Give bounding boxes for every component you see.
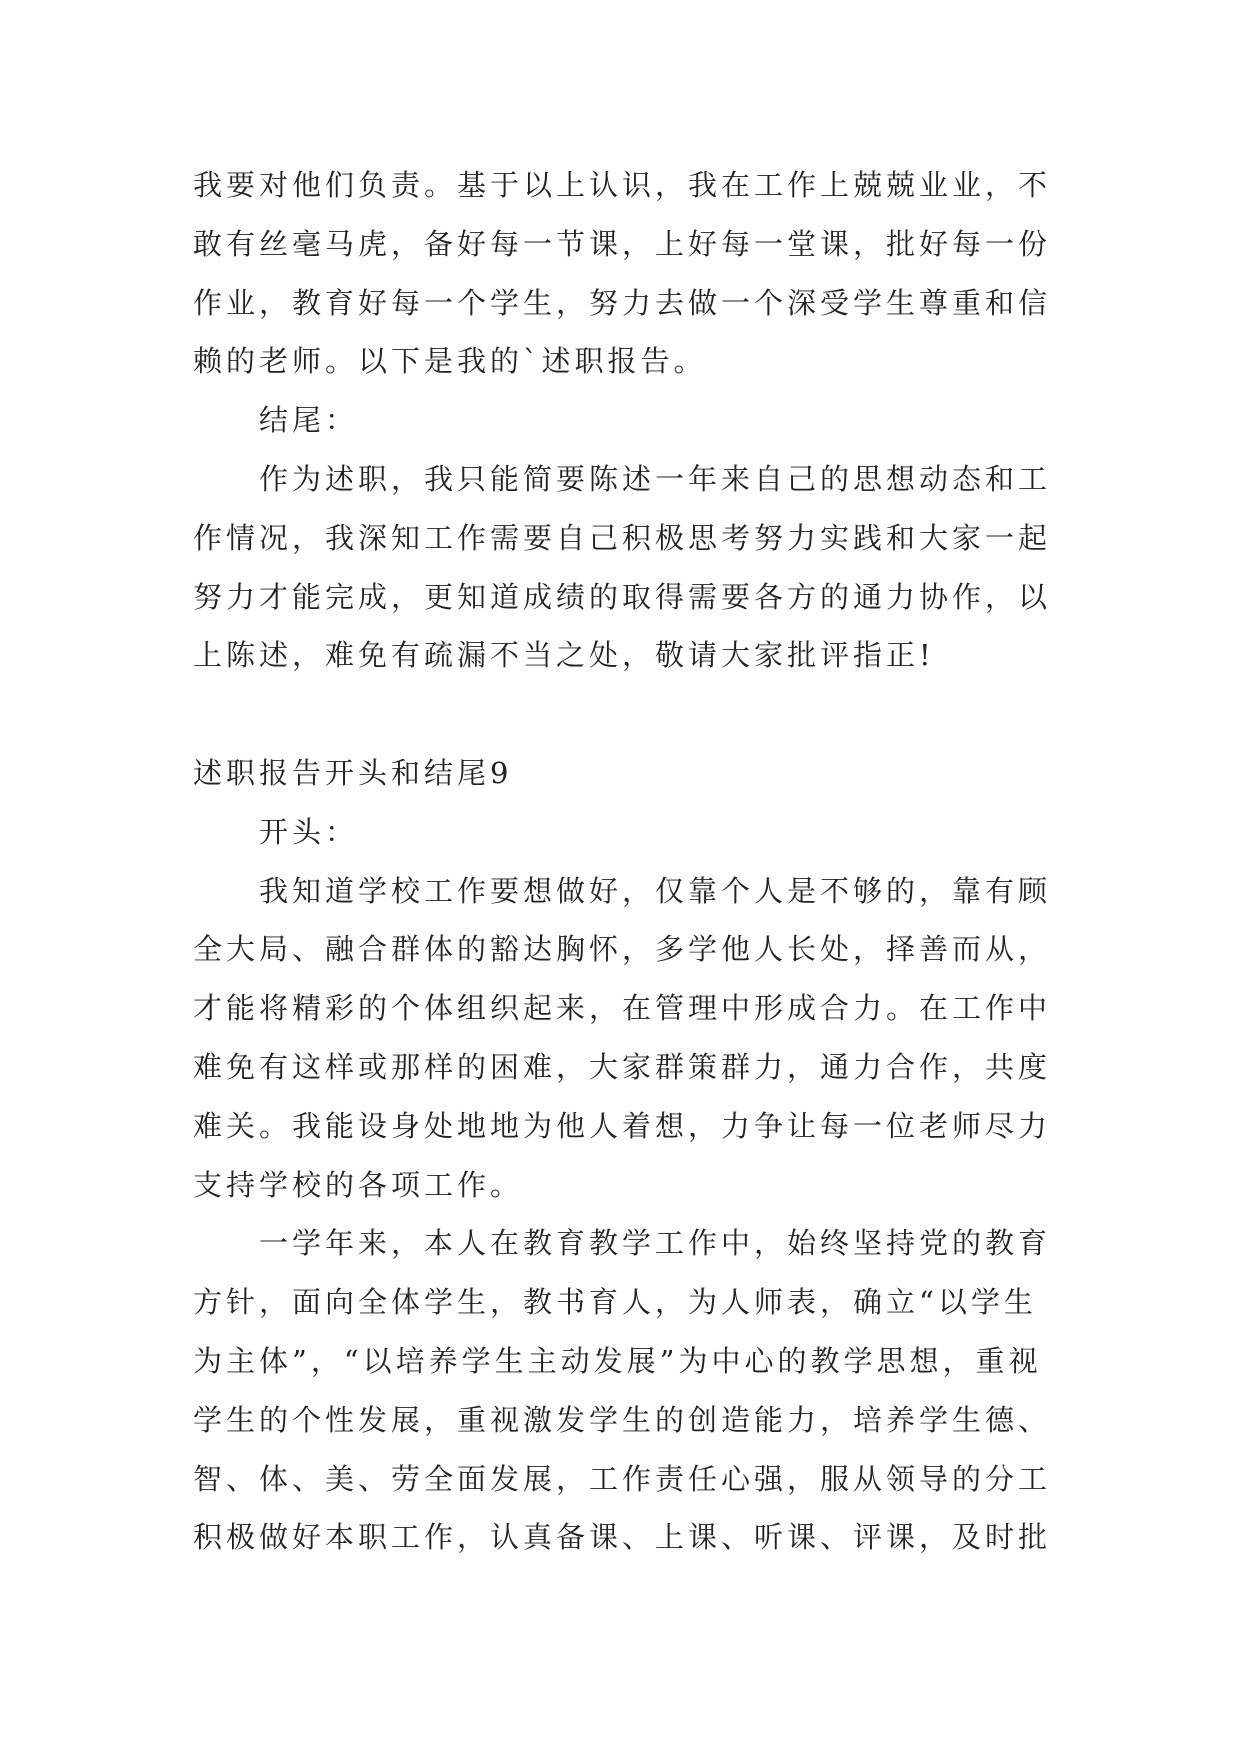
text-line: 为主体”，“以培养学生主动发展”为中心的教学思想，重视	[193, 1343, 1042, 1378]
text-line: 努力才能完成，更知道成绩的取得需要各方的通力协作，以	[193, 579, 1052, 614]
opening-label: 开头：	[259, 814, 359, 849]
closing-label: 结尾：	[259, 403, 359, 438]
text-line: 全大局、融合群体的豁达胸怀，多学他人长处，择善而从，	[193, 932, 1052, 967]
text-line: 积极做好本职工作，认真备课、上课、听课、评课，及时批	[193, 1520, 1052, 1555]
section-gap	[193, 685, 1093, 744]
text-line: 难关。我能设身处地地为他人着想，力争让每一位老师尽力	[193, 1108, 1052, 1143]
text-line: 才能将精彩的个体组织起来，在管理中形成合力。在工作中	[193, 991, 1052, 1026]
text-line: 支持学校的各项工作。	[193, 1167, 524, 1202]
text-line: 敢有丝毫马虎，备好每一节课，上好每一堂课，批好每一份	[193, 226, 1052, 261]
text-line: 一学年来，本人在教育教学工作中，始终坚持党的教育	[259, 1226, 1052, 1261]
document-body	[193, 156, 1093, 1567]
text-line: 作为述职，我只能简要陈述一年来自己的思想动态和工	[259, 461, 1052, 496]
text-line: 我要对他们负责。基于以上认识，我在工作上兢兢业业，不	[193, 168, 1052, 202]
text-line: 上陈述，难免有疏漏不当之处，敬请大家批评指正!	[193, 638, 935, 673]
section-heading: 述职报告开头和结尾9	[193, 755, 513, 790]
text-line: 学生的个性发展，重视激发学生的创造能力，培养学生德、	[193, 1402, 1052, 1437]
text-line: 难免有这样或那样的困难，大家群策群力，通力合作，共度	[193, 1049, 1052, 1084]
text-line: 作业，教育好每一个学生，努力去做一个深受学生尊重和信	[193, 285, 1052, 320]
text-line: 赖的老师。以下是我的`述职报告。	[193, 344, 707, 379]
previous-opening-paragraph	[193, 156, 1093, 391]
closing-paragraph	[193, 450, 1093, 685]
opening-paragraph-2	[193, 1214, 1093, 1567]
text-line: 方针，面向全体学生，教书育人，为人师表，确立“以学生	[193, 1285, 1037, 1320]
text-line: 智、体、美、劳全面发展，工作责任心强，服从领导的分工	[193, 1461, 1052, 1496]
text-line: 作情况，我深知工作需要自己积极思考努力实践和大家一起	[193, 520, 1052, 555]
opening-paragraph-1	[193, 862, 1093, 1215]
text-line: 我知道学校工作要想做好，仅靠个人是不够的，靠有顾	[259, 873, 1052, 908]
